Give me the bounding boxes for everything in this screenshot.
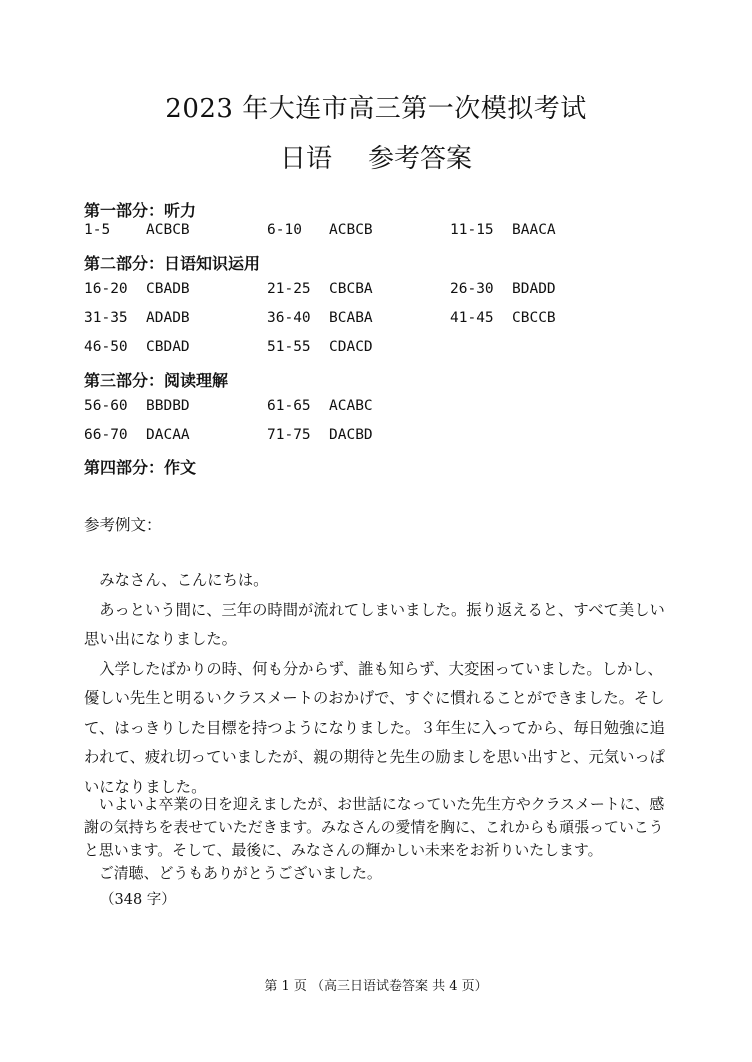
answer-letters: CBADB — [146, 281, 190, 297]
answer-cell — [450, 222, 556, 238]
answer-letters: BDADD — [512, 281, 556, 297]
answer-cell — [267, 310, 373, 326]
question-range: 1-5 — [84, 222, 111, 238]
answer-cell — [450, 310, 556, 326]
question-range: 46-50 — [84, 339, 128, 355]
section-heading-writing: 第四部分：作文 — [84, 458, 197, 477]
word-count: （348 字） — [100, 892, 176, 908]
question-range: 51-55 — [267, 339, 311, 355]
answer-cell — [267, 398, 373, 414]
answer-cell — [84, 339, 190, 355]
question-range: 36-40 — [267, 310, 311, 326]
answer-letters: DACAA — [146, 427, 190, 443]
essay-body-bottom — [84, 793, 674, 885]
answer-cell — [84, 398, 190, 414]
essay-paragraph: いよいよ卒業の日を迎えましたが、お世話になっていた先生方やクラスメートに、感謝の気持ちを表せていただきます。みなさんの愛情を胸に、これからも頑張っていこうと思います。そして、最後に、みなさんの輝かしい未来をお祈りいたします。 — [84, 795, 665, 859]
essay-paragraph: ご清聴、どうもありがとうございました。 — [98, 864, 382, 882]
question-range: 11-15 — [450, 222, 494, 238]
essay-body-top — [84, 566, 674, 802]
answer-letters: ACBCB — [146, 222, 190, 238]
answer-letters: CBCCB — [512, 310, 556, 326]
answer-letters: CBCBA — [329, 281, 373, 297]
answer-cell — [84, 281, 190, 297]
question-range: 56-60 — [84, 398, 128, 414]
answer-letters: ACABC — [329, 398, 373, 414]
answer-cell — [267, 427, 373, 443]
answer-letters: CDACD — [329, 339, 373, 355]
answer-letters: CBDAD — [146, 339, 190, 355]
essay-paragraph: みなさん、こんにちは。 — [99, 571, 269, 589]
answer-cell — [84, 427, 190, 443]
sample-essay-label: 参考例文： — [84, 516, 162, 534]
question-range: 61-65 — [267, 398, 311, 414]
question-range: 31-35 — [84, 310, 128, 326]
question-range: 21-25 — [267, 281, 311, 297]
answer-letters: ACBCB — [329, 222, 373, 238]
answer-cell — [84, 222, 190, 238]
answer-cell — [267, 339, 373, 355]
question-range: 26-30 — [450, 281, 494, 297]
page-footer: 第 1 页 （高三日语试卷答案 共 4 页） — [264, 979, 488, 994]
question-range: 66-70 — [84, 427, 128, 443]
answer-letters: BAACA — [512, 222, 556, 238]
answer-cell — [84, 310, 190, 326]
answer-cell — [267, 281, 373, 297]
question-range: 71-75 — [267, 427, 311, 443]
answer-letters: ADADB — [146, 310, 190, 326]
subject-label: 日语 — [279, 144, 332, 174]
answer-cell — [267, 222, 373, 238]
answer-key-label: 参考答案 — [368, 144, 473, 174]
essay-paragraph: あっという間に、三年の時間が流れてしまいました。振り返えると、すべて美しい思い出になりました。 — [84, 600, 665, 648]
answer-cell — [450, 281, 556, 297]
question-range: 41-45 — [450, 310, 494, 326]
question-range: 6-10 — [267, 222, 302, 238]
section-heading-reading: 第三部分：阅读理解 — [84, 371, 229, 390]
section-heading-listening: 第一部分：听力 — [84, 201, 197, 220]
answer-letters: DACBD — [329, 427, 373, 443]
page-subtitle — [0, 138, 752, 175]
section-heading-language-knowledge: 第二部分：日语知识运用 — [84, 254, 261, 273]
answer-letters: BBDBD — [146, 398, 190, 414]
answer-letters: BCABA — [329, 310, 373, 326]
essay-paragraph: 入学したばかりの時、何も分からず、誰も知らず、大変困っていました。しかし、優しい先生と明るいクラスメートのおかげで、すぐに慣れることができました。そして、はっきりした目標を持つようになりました。３年生に入ってから、毎日勉強に追われて、疲れ切っていましたが、親の期待と先生の励ましを思い出すと、元気いっぱいになりました。 — [84, 659, 665, 796]
question-range: 16-20 — [84, 281, 128, 297]
page-title: 2023 年大连市高三第一次模拟考试 — [165, 94, 587, 124]
